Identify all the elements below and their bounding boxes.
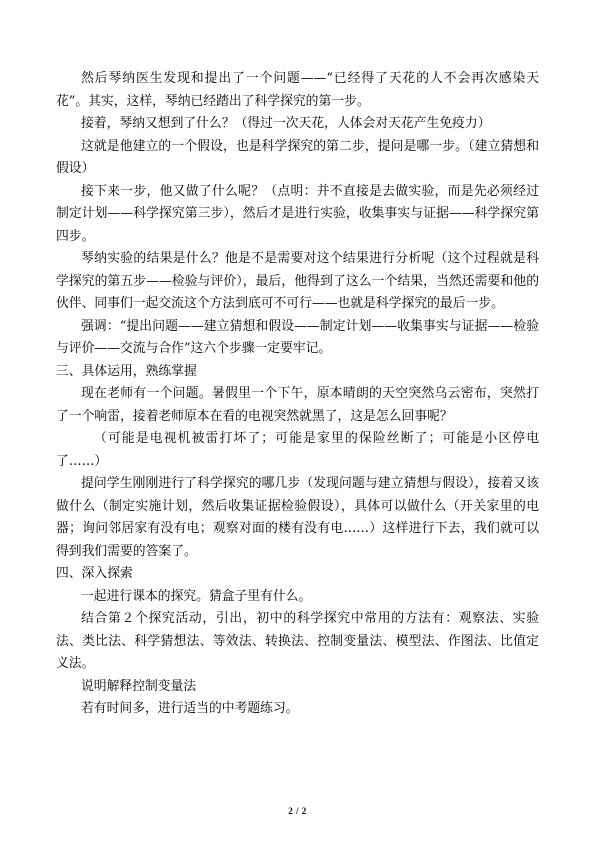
paragraph-student-steps: 提问学生刚刚进行了科学探究的哪几步（发现问题与建立猜想与假设），接着又该做什么（制定实施计划，然后收集证据检验假设），具体可以做什么（开关家里的电器；询问邻居家有没有电；观察对面的楼有没有电……）这样进行下去，我们就可以得到我们需要的答案了。 [56, 476, 539, 559]
paragraph-control-variable: 说明解释控制变量法 [81, 678, 197, 694]
paragraph-emphasis: 强调：“提出问题——建立猜想和假设——制定计划——收集事实与证据——检验与评价——交流与合作”这六个步骤一定要牢记。 [56, 318, 539, 356]
paragraph-jenner-thought: 接着，琴纳又想到了什么？（得过一次天花，人体会对天花产生免疫力） [81, 116, 491, 131]
paragraph-box-inquiry: 一起进行课本的探究。猜盒子里有什么。 [81, 588, 312, 604]
paragraph-methods: 结合第２个探究活动，引出，初中的科学探究中常用的方法有：观察法、实验法、类比法、科学猜想法、等效法、转换法、控制变量法、模型法、作图法、比值定义法。 [56, 611, 539, 671]
paragraph-jenner-question: 然后琴纳医生发现和提出了一个问题——“已经得了天花的人不会再次感染天花”。其实，这样，琴纳已经踏出了科学探究的第一步。 [56, 71, 539, 109]
section-heading-explore: 四、深入探索 [56, 566, 133, 581]
paragraph-possibilities: （可能是电视机被雷打坏了；可能是家里的保险丝断了；可能是小区停电了……） [56, 431, 539, 469]
paragraph-next-step: 接下来一步，他又做了什么呢？（点明：并不直接是去做实验，而是先必须经过制定计划——科学探究第三步），然后才是进行实验，收集事实与证据——科学探究第四步。 [56, 183, 539, 244]
section-heading-apply: 三、具体运用，熟练掌握 [56, 363, 197, 379]
paragraph-teacher-question: 现在老师有一个问题。暑假里一个下午，原本晴朗的天空突然乌云密布，突然打了一个响雷，接着老师原本在看的电视突然就黑了，这是怎么回事呢？ [56, 386, 539, 424]
page-number: 2 / 2 [288, 806, 307, 816]
document-body [56, 68, 539, 721]
paragraph-experiment-result: 琴纳实验的结果是什么？他是不是需要对这个结果进行分析呢（这个过程就是科学探究的第五步——检验与评价），最后，他得到了这么一个结果，当然还需要和他的伙伴、同事们一起交流这个方法到底可不可行——也就是科学探究的最后一步。 [56, 251, 539, 311]
paragraph-hypothesis: 这就是他建立的一个假设，也是科学探究的第二步，提问是哪一步。（建立猜想和假设） [56, 138, 539, 176]
paragraph-exam-practice: 若有时间多，进行适当的中考题练习。 [81, 701, 299, 716]
